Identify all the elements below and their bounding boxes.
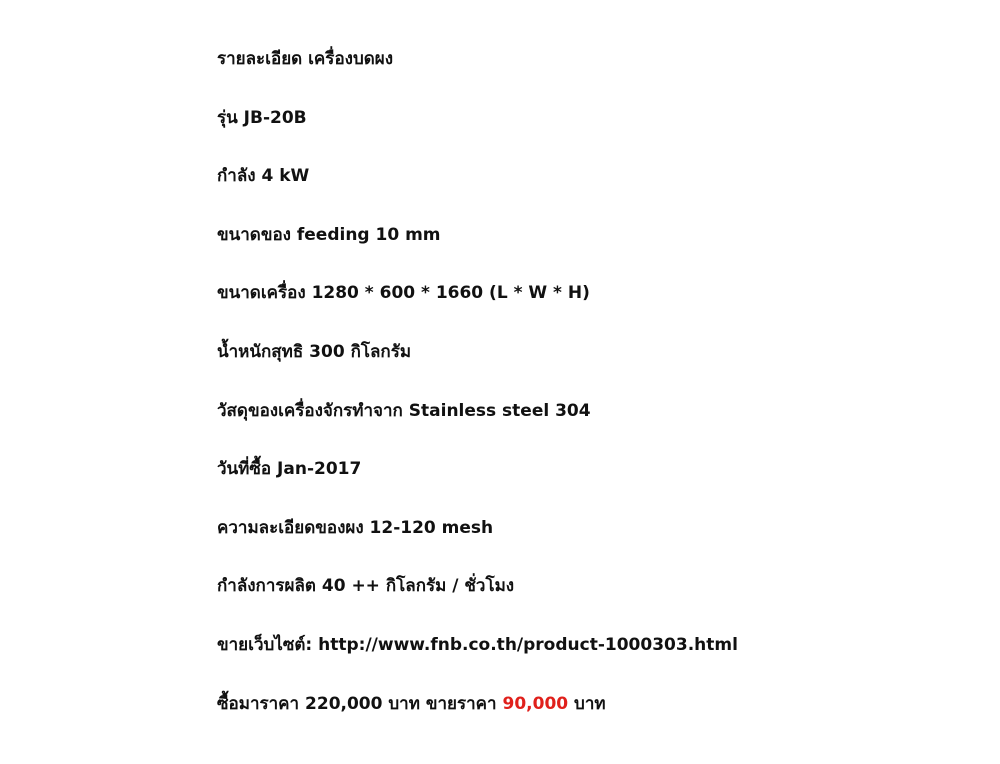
spec-fineness: ความละเอียดของผง 12-120 mesh (217, 517, 494, 538)
spec-net-weight: น้ำหนักสุทธิ 300 กิโลกรัม (217, 341, 412, 362)
spec-list (217, 44, 738, 747)
spec-capacity: กำลังการผลิต 40 ++ กิโลกรัม / ชั่วโมง (217, 576, 515, 597)
spec-material: วัสดุของเครื่องจักรทำจาก Stainless steel 304 (217, 400, 591, 421)
spec-machine-size: ขนาดเครื่อง 1280 * 600 * 1660 (L * W * H) (217, 283, 590, 304)
price-line (217, 689, 738, 748)
spec-power: กำลัง 4 kW (217, 166, 310, 187)
sell-price-value: 90,000 (502, 693, 569, 714)
buy-price-unit: บาท (388, 693, 420, 714)
spec-model: รุ่น JB-20B (217, 107, 307, 128)
spec-purchase-date: วันที่ซื้อ Jan-2017 (217, 459, 362, 480)
sell-price-label: ขายราคา (425, 693, 497, 714)
buy-price-label: ซื้อมาราคา (217, 693, 300, 714)
document-title: รายละเอียด เครื่องบดผง (217, 49, 394, 69)
sell-price-unit: บาท (574, 693, 606, 714)
buy-price-value: 220,000 (305, 693, 383, 714)
spec-feeding-size: ขนาดของ feeding 10 mm (217, 224, 441, 245)
spec-website: ขายเว็บไซต์: http://www.fnb.co.th/product-1000303.html (217, 634, 738, 655)
